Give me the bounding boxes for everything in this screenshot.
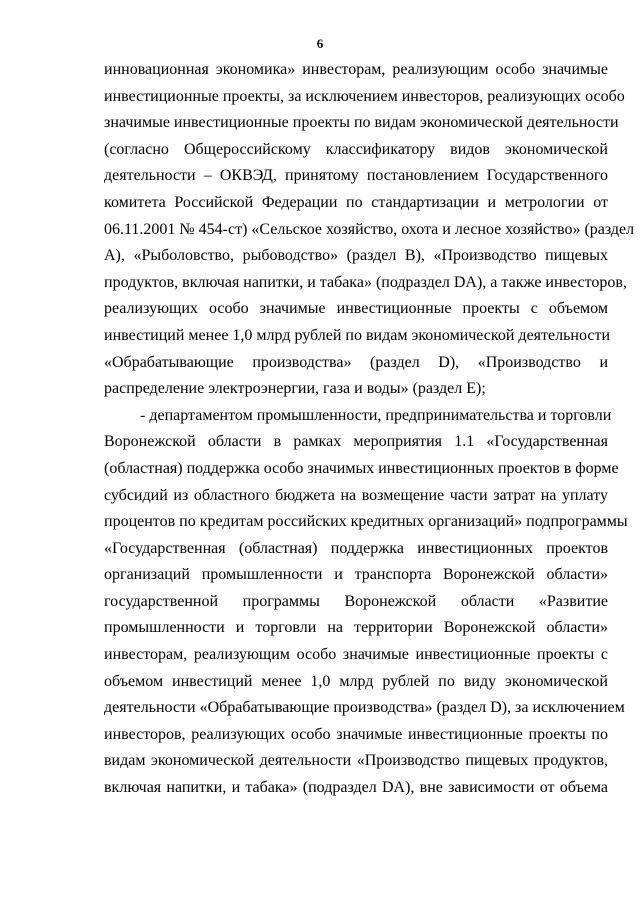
text-line: продуктов, включая напитки, и табака» (подраздел DA), а также инвесторов, bbox=[104, 273, 627, 291]
paragraph-1 bbox=[104, 57, 635, 403]
text-line: объемом инвестиций менее 1,0 млрд рублей по виду экономической bbox=[104, 672, 608, 690]
text-line: (областная) поддержка особо значимых инвестиционных проектов в форме bbox=[104, 459, 619, 477]
text-line: процентов по кредитам российских кредитных организаций» подпрограммы bbox=[104, 513, 628, 531]
text-line: инновационная экономика» инвесторам, реализующим особо значимые bbox=[104, 61, 608, 78]
text-line: промышленности и торговли на территории Воронежской области» bbox=[104, 619, 608, 637]
text-line: инвесторам, реализующим особо значимые инвестиционные проекты с bbox=[104, 646, 608, 664]
text-line: реализующих особо значимые инвестиционные проекты с объемом bbox=[104, 300, 608, 318]
text-line: «Обрабатывающие производства» (раздел D), «Производство и bbox=[104, 353, 608, 371]
text-line: комитета Российской Федерации по стандартизации и метрологии от bbox=[104, 193, 608, 211]
paragraph-2 bbox=[104, 403, 628, 802]
text-line: А), «Рыболовство, рыбоводство» (раздел В), «Производство пищевых bbox=[104, 247, 608, 265]
text-line: видам экономической деятельности «Производство пищевых продуктов, bbox=[104, 752, 608, 770]
text-line: государственной программы Воронежской области «Развитие bbox=[104, 592, 608, 610]
document-body bbox=[104, 57, 635, 802]
text-line: деятельности – ОКВЭД, принятому постановлением Государственного bbox=[104, 167, 608, 185]
text-line: деятельности «Обрабатывающие производства» (раздел D), за исключением bbox=[104, 699, 625, 717]
text-line: значимые инвестиционные проекты по видам экономической деятельности bbox=[104, 114, 619, 132]
text-line: - департаментом промышленности, предпринимательства и торговли bbox=[140, 406, 612, 424]
text-line: «Государственная (областная) поддержка инвестиционных проектов bbox=[104, 539, 608, 557]
text-line: (согласно Общероссийскому классификатору видов экономической bbox=[104, 140, 608, 158]
text-line: инвесторов, реализующих особо значимые инвестиционные проекты по bbox=[104, 725, 608, 743]
page-number: 6 bbox=[316, 36, 324, 51]
text-line: инвестиций менее 1,0 млрд рублей по видам экономической деятельности bbox=[104, 326, 611, 344]
text-line: субсидий из областного бюджета на возмещение части затрат на уплату bbox=[104, 486, 608, 504]
text-line: 06.11.2001 № 454-ст) «Сельское хозяйство, охота и лесное хозяйство» (раздел bbox=[104, 220, 635, 238]
text-line: организаций промышленности и транспорта Воронежской области» bbox=[104, 566, 608, 584]
text-line: инвестиционные проекты, за исключением инвесторов, реализующих особо bbox=[104, 87, 625, 105]
text-line: включая напитки, и табака» (подраздел DA), вне зависимости от объема bbox=[104, 779, 608, 797]
text-line: распределение электроэнергии, газа и воды» (раздел Е); bbox=[104, 380, 486, 398]
text-line: Воронежской области в рамках мероприятия 1.1 «Государственная bbox=[104, 433, 608, 451]
